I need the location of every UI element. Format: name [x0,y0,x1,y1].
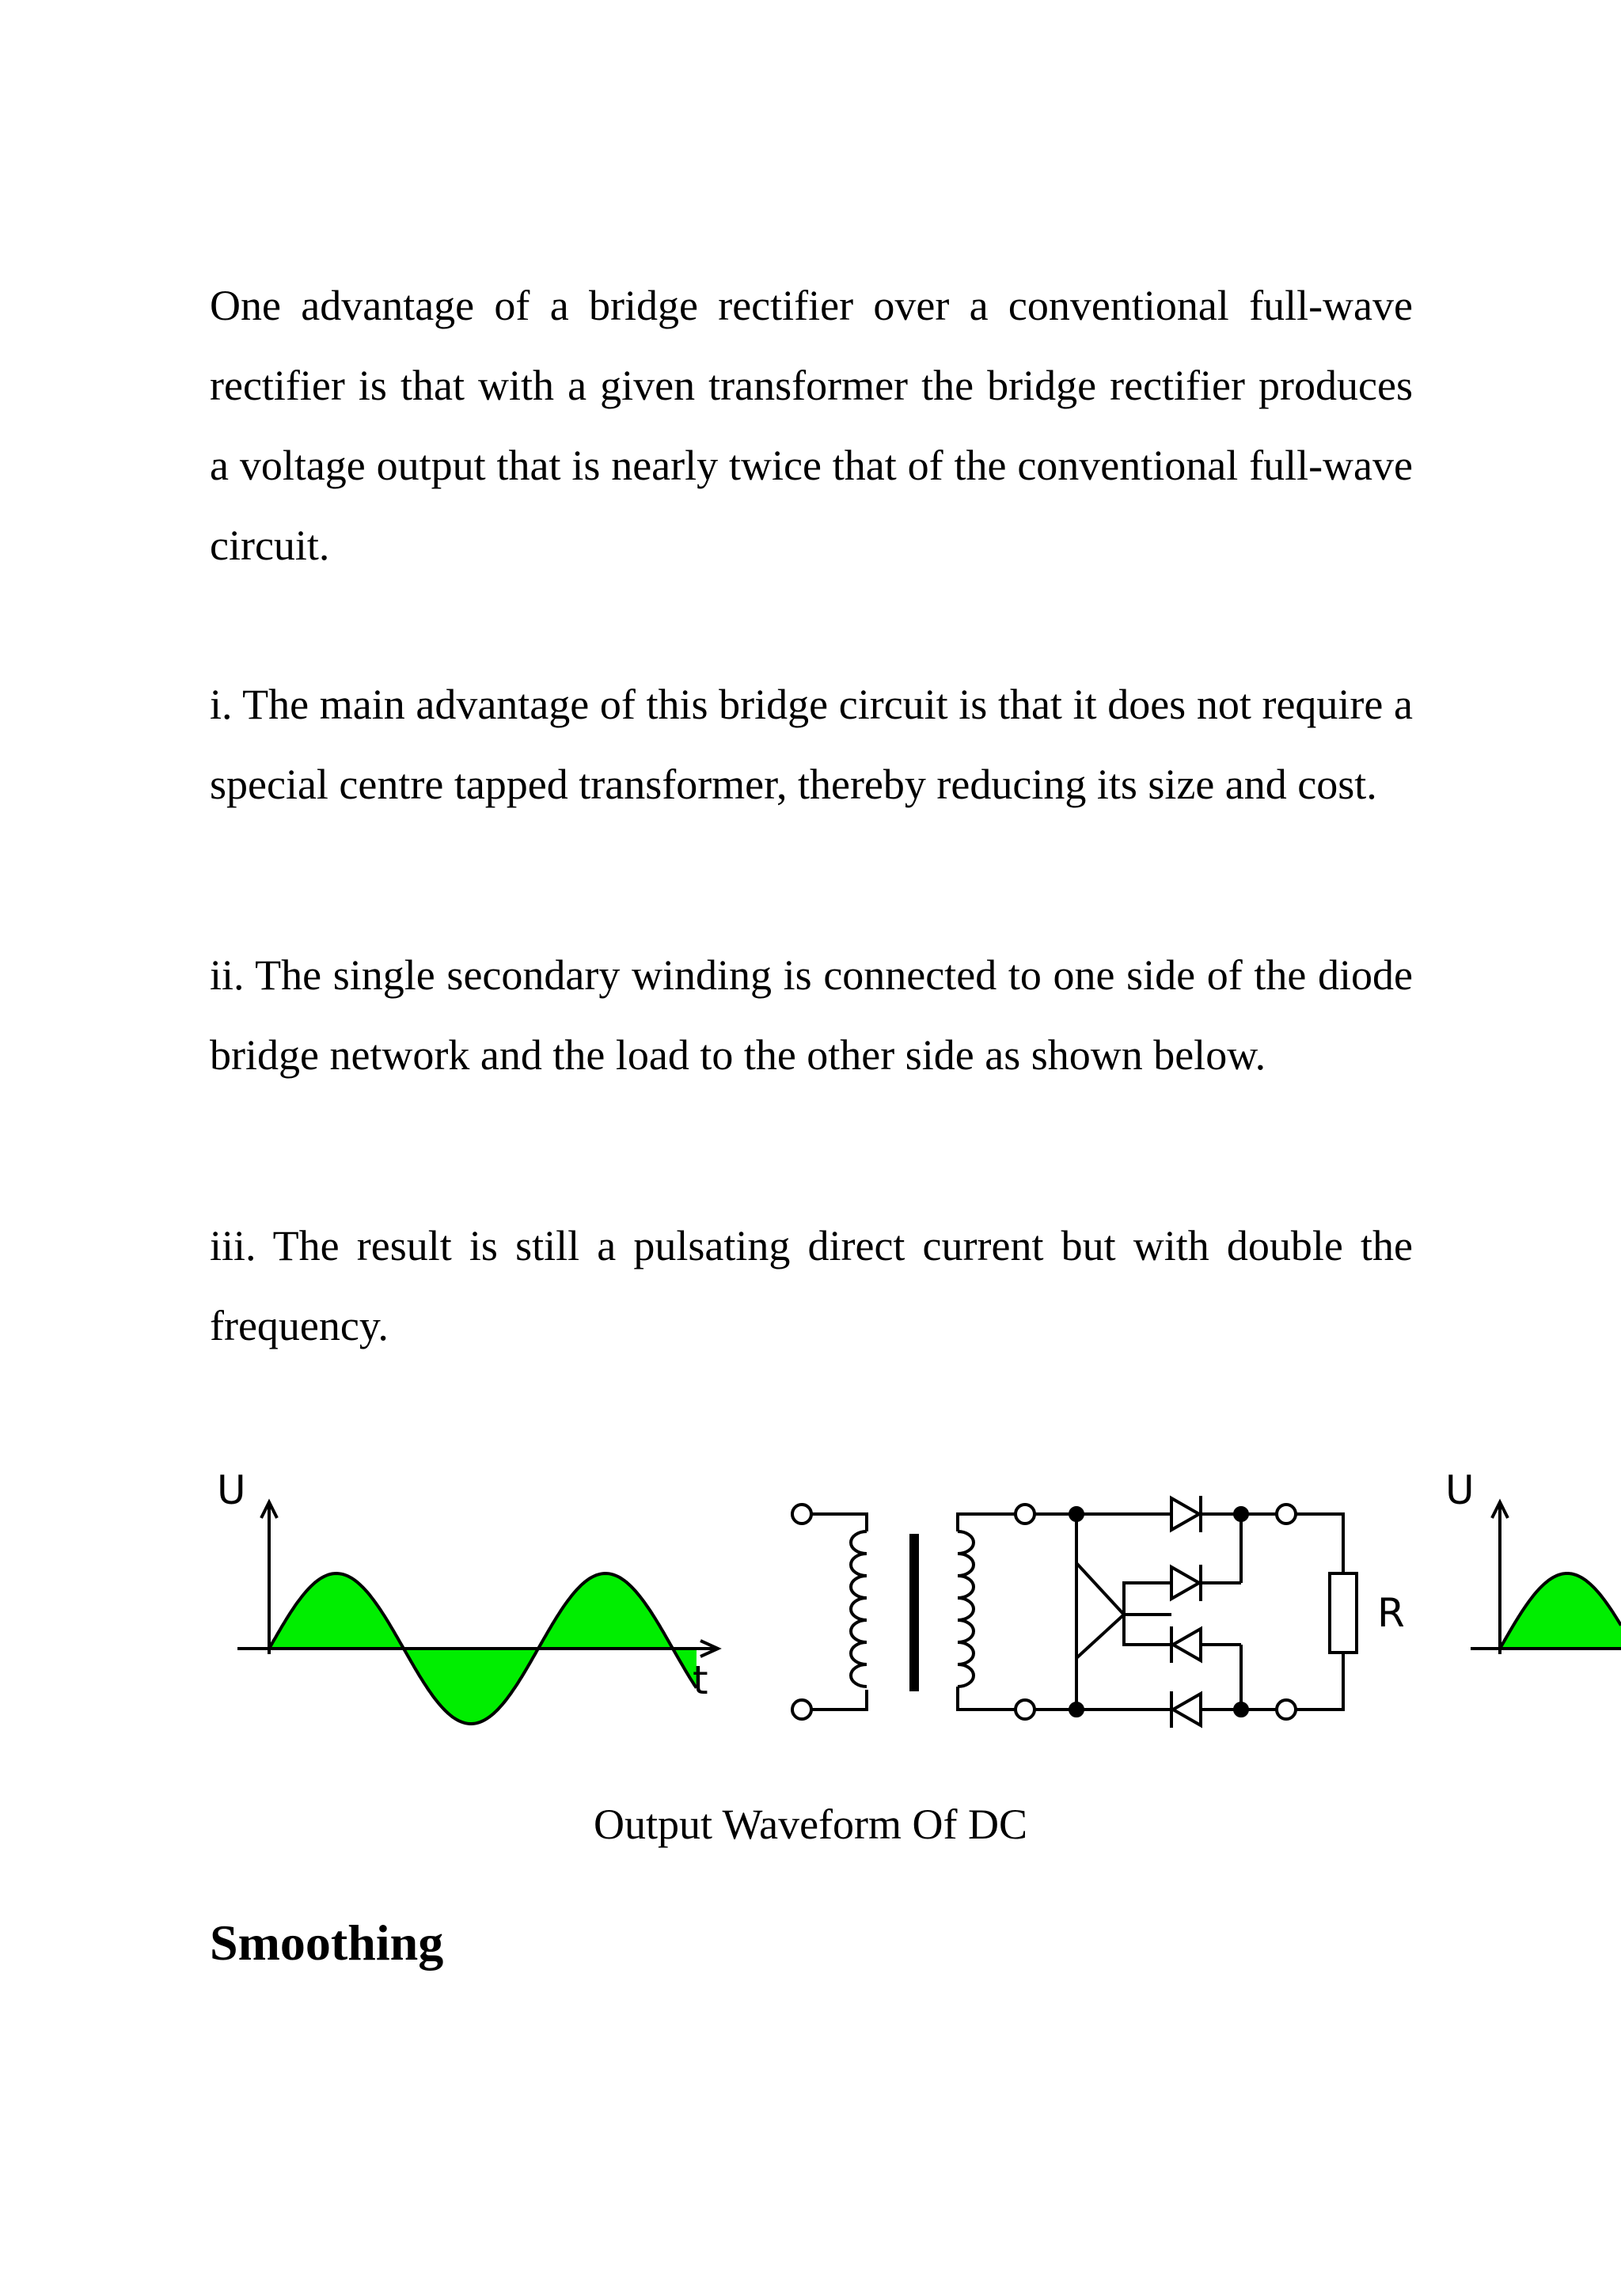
transformer [792,1505,1034,1719]
output-waveform [1445,1467,1621,1654]
output-terminal-bottom [1277,1700,1296,1719]
advantage-item-i: i. The main advantage of this bridge circuit is that it does not require a special centre tapped transformer, thereby reducing its size and cost. [210,681,1413,808]
resistor-label: R [1377,1590,1405,1636]
primary-coil [851,1531,867,1687]
input-y-label: U [217,1467,246,1513]
advantage-item-iii: iii. The result is still a pulsating direct current but with double the frequency. [210,1222,1413,1349]
diode-3 [1171,1626,1201,1663]
primary-lead-top [811,1514,867,1531]
secondary-terminal-bottom [1015,1700,1034,1719]
secondary-lead-bottom [958,1687,1015,1710]
diode-4 [1171,1691,1201,1728]
diode-2 [1171,1565,1201,1601]
primary-lead-bottom [811,1690,867,1710]
bridge-rectifier-diagram [0,1456,1621,1757]
advantage-item-ii: ii. The single secondary winding is connected to one side of the diode bridge network and the load to the other side as shown below. [210,951,1413,1079]
output-y-label: U [1445,1467,1475,1513]
input-terminal-top [792,1505,811,1524]
bridge-rectifier-figure [0,1456,1621,1757]
output-wave-fill [1500,1573,1621,1649]
intro-paragraph: One advantage of a bridge rectifier over a conventional full-wave rectifier is that with a given transformer the bridge rectifier produces a voltage output that is nearly twice that of the conventional full-wave circuit. [210,282,1413,569]
input-x-label: t [693,1657,708,1703]
secondary-terminal-top [1015,1505,1034,1524]
diode-1 [1171,1496,1201,1532]
output-terminal-top [1277,1505,1296,1524]
input-terminal-bottom [792,1700,811,1719]
diode-bridge [1034,1496,1357,1728]
section-heading: Smoothing [210,1915,444,1971]
figure-caption: Output Waveform Of DC [593,1801,1028,1848]
secondary-coil [958,1531,974,1687]
secondary-lead-top [958,1514,1015,1531]
input-waveform [217,1467,718,1724]
load-resistor [1330,1573,1357,1653]
